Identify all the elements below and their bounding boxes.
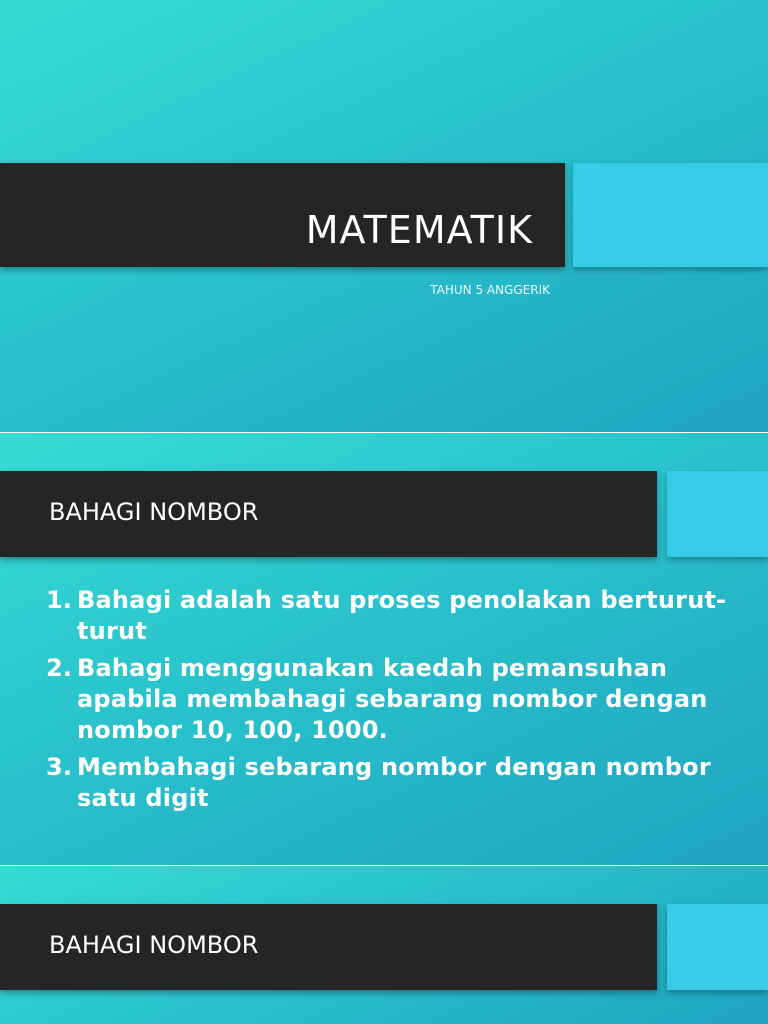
list-item-text: Bahagi menggunakan kaedah pemansuhan apabila membahagi sebarang nombor dengan nombor 10, 100, 1000. [77,654,708,744]
section-heading: BAHAGI NOMBOR [49,498,259,526]
title-accent-block [573,163,768,267]
heading-band [0,471,657,557]
heading-band [0,904,657,990]
list-item-text: Membahagi sebarang nombor dengan nombor satu digit [77,753,711,812]
section-heading: BAHAGI NOMBOR [49,931,259,959]
slide-subtitle: TAHUN 5 ANGGERIK [430,283,550,297]
list-item-number: 3. [46,753,73,781]
list-item [46,653,736,746]
list-item [46,752,736,814]
heading-accent-block [667,471,768,557]
list-item [46,585,736,647]
bullet-list [46,585,736,820]
content-slide-partial [0,866,768,1024]
slide-title: MATEMATIK [305,208,533,252]
list-item-number: 1. [46,586,73,614]
list-item-text: Bahagi adalah satu proses penolakan berturut-turut [77,586,727,645]
list-item-number: 2. [46,654,73,682]
title-slide [0,0,768,432]
heading-accent-block [667,904,768,990]
title-band [0,163,565,267]
